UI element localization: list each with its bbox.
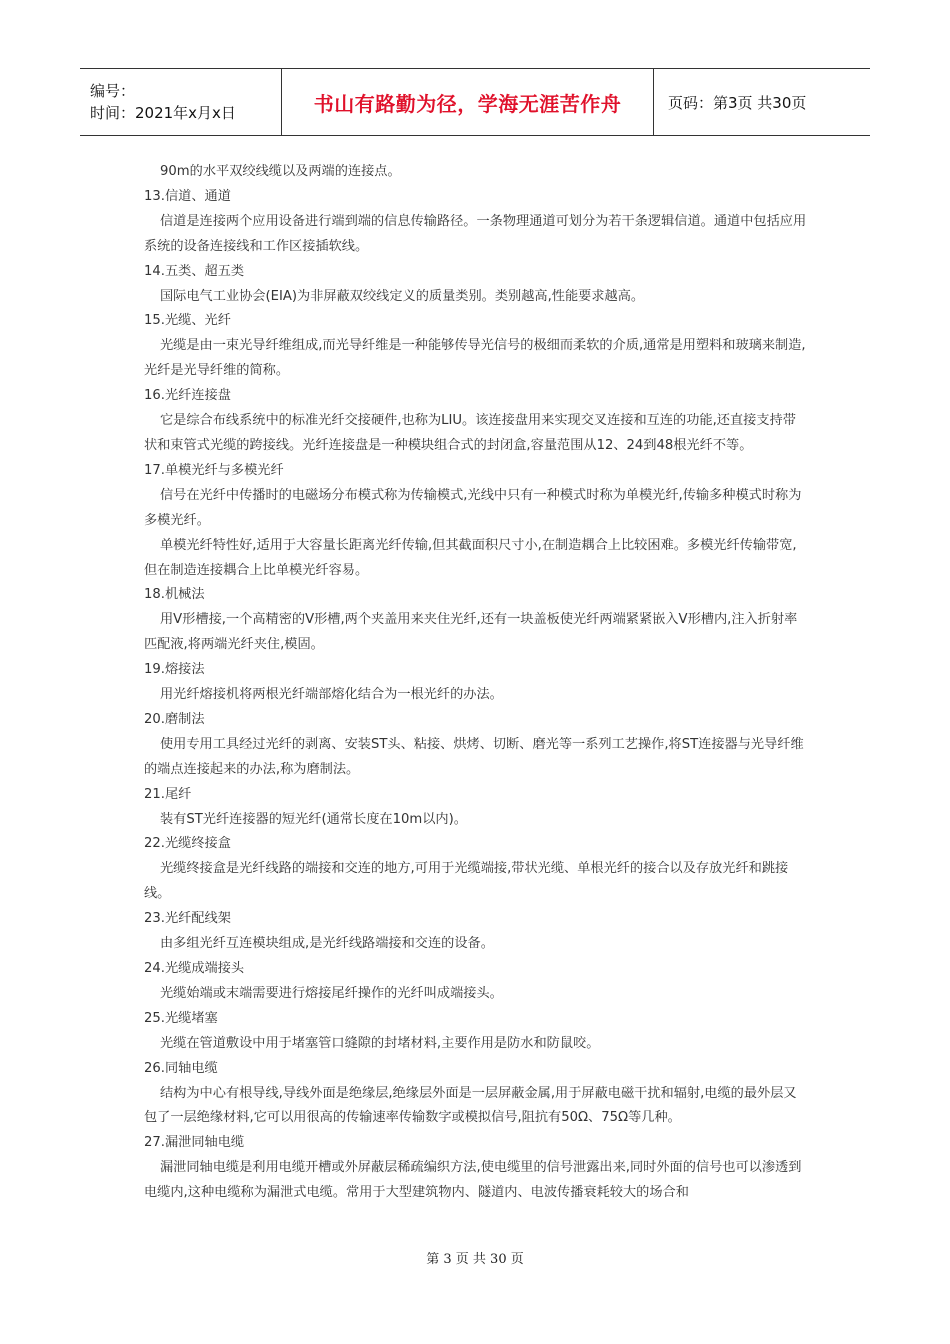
page-header	[80, 68, 870, 136]
paragraph: 用光纤熔接机将两根光纤端部熔化结合为一根光纤的办法。	[160, 687, 503, 703]
paragraph: 光缆终接盒是光纤线路的端接和交连的地方,可用于光缆端接,带状光缆、单根光纤的接合以及存放光纤和跳接线。	[144, 861, 789, 902]
paragraph: 装有ST光纤连接器的短光纤(通常长度在10m以内)。	[160, 811, 467, 827]
document-body	[144, 160, 809, 1206]
section-heading: 15.光缆、光纤	[144, 313, 231, 329]
document-number-label: 编号：	[90, 82, 136, 100]
header-meta	[80, 69, 282, 135]
header-page-cell	[654, 69, 870, 135]
section-heading: 21.尾纤	[144, 786, 192, 802]
section-heading: 25.光缆堵塞	[144, 1010, 218, 1026]
paragraph: 光缆在管道敷设中用于堵塞管口缝隙的封堵材料,主要作用是防水和防鼠咬。	[160, 1035, 600, 1051]
section-heading: 18.机械法	[144, 587, 205, 603]
paragraph: 信号在光纤中传播时的电磁场分布模式称为传输模式,光线中只有一种模式时称为单模光纤,传输多种模式时称为多模光纤。	[144, 487, 802, 528]
section-heading: 23.光纤配线架	[144, 911, 231, 927]
section-heading: 20.磨制法	[144, 711, 205, 727]
paragraph: 漏泄同轴电缆是利用电缆开槽或外屏蔽层稀疏编织方法,使电缆里的信号泄露出来,同时外面的信号也可以渗透到电缆内,这种电缆称为漏泄式电缆。常用于大型建筑物内、隧道内、电波传播衰耗较大的场合和	[144, 1160, 802, 1201]
section-heading: 26.同轴电缆	[144, 1060, 218, 1076]
paragraph: 90m的水平双绞线缆以及两端的连接点。	[160, 164, 401, 179]
paragraph: 光缆始端或末端需要进行熔接尾纤操作的光纤叫成端接头。	[160, 985, 503, 1001]
section-heading: 16.光纤连接盘	[144, 388, 231, 404]
section-heading: 24.光缆成端接头	[144, 961, 245, 976]
section-heading: 13.信道、通道	[144, 188, 231, 204]
page-footer	[0, 1248, 950, 1267]
section-heading: 27.漏泄同轴电缆	[144, 1135, 245, 1151]
paragraph: 信道是连接两个应用设备进行端到端的信息传输路径。一条物理通道可划分为若干条逻辑信道。通道中包括应用系统的设备连接线和工作区接插软线。	[144, 213, 807, 254]
paragraph: 使用专用工具经过光纤的剥离、安装ST头、粘接、烘烤、切断、磨光等一系列工艺操作,将ST连接器与光导纤维的端点连接起来的办法,称为磨制法。	[144, 736, 804, 777]
header-motto: 书山有路勤为径，学海无涯苦作舟	[313, 91, 622, 116]
paragraph: 光缆是由一束光导纤维组成,而光导纤维是一种能够传导光信号的极细而柔软的介质,通常是用塑料和玻璃来制造,光纤是光导纤维的简称。	[144, 338, 806, 379]
header-motto-cell	[282, 69, 654, 135]
section-heading: 14.五类、超五类	[144, 263, 245, 279]
paragraph: 用V形槽接,一个高精密的V形槽,两个夹盖用来夹住光纤,还有一块盖板使光纤两端紧紧嵌入V形槽内,注入折射率匹配液,将两端光纤夹住,模固。	[144, 612, 798, 653]
footer-page-number: 第 3 页 共 30 页	[426, 1252, 524, 1267]
paragraph: 国际电气工业协会(EIA)为非屏蔽双绞线定义的质量类别。类别越高,性能要求越高。	[160, 288, 645, 304]
section-heading: 17.单模光纤与多模光纤	[144, 462, 284, 478]
paragraph: 单模光纤特性好,适用于大容量长距离光纤传输,但其截面积尺寸小,在制造耦合上比较困难。多模光纤传输带宽,但在制造连接耦合上比单模光纤容易。	[144, 537, 797, 578]
paragraph: 结构为中心有根导线,导线外面是绝缘层,绝缘层外面是一层屏蔽金属,用于屏蔽电磁干扰和辐射,电缆的最外层又包了一层绝缘材料,它可以用很高的传输速率传输数字或模拟信号,阻抗有50Ω、75Ω等几种。	[144, 1085, 797, 1126]
section-heading: 22.光缆终接盒	[144, 836, 231, 852]
header-page-number: 页码：第3页 共30页	[668, 93, 807, 112]
paragraph: 它是综合布线系统中的标准光纤交接硬件,也称为LIU。该连接盘用来实现交叉连接和互连的功能,还直接支持带状和束管式光缆的跨接线。光纤连接盘是一种模块组合式的封闭盒,容量范围从12、24到48根光纤不等。	[144, 413, 796, 453]
document-time-label: 时间：2021年x月x日	[90, 104, 236, 122]
paragraph: 由多组光纤互连模块组成,是光纤线路端接和交连的设备。	[160, 936, 494, 952]
section-heading: 19.熔接法	[144, 662, 205, 678]
